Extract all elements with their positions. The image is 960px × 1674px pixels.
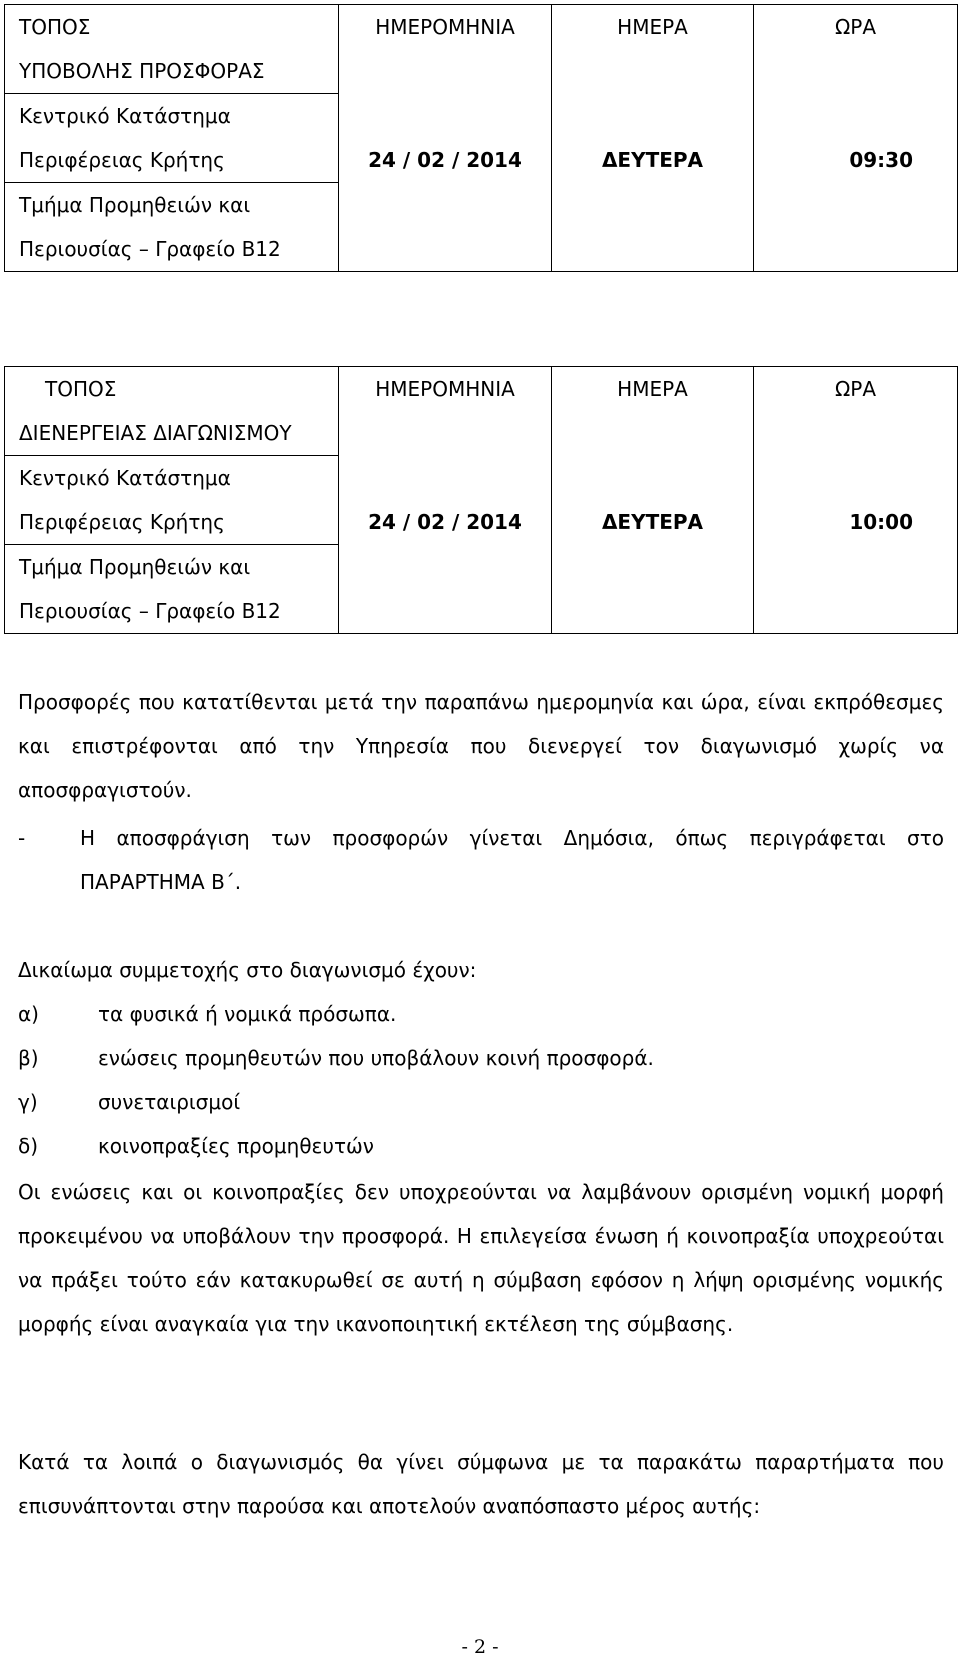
day-header: ΗΜΕΡΑ bbox=[552, 367, 754, 412]
submission-time: 09:30 bbox=[754, 49, 958, 272]
list-item-text: συνεταιρισμοί bbox=[98, 1090, 241, 1114]
place-header-line2: ΔΙΕΝΕΡΓΕΙΑΣ ΔΙΑΓΩΝΙΣΜΟΥ bbox=[5, 411, 339, 456]
day-header: ΗΜΕΡΑ bbox=[552, 5, 754, 50]
eligibility-title: Δικαίωμα συμμετοχής στο διαγωνισμό έχουν: bbox=[18, 958, 477, 982]
place-header bbox=[5, 367, 339, 412]
list-item bbox=[18, 1124, 374, 1168]
submission-date: 24 / 02 / 2014 bbox=[339, 49, 552, 272]
conduct-day: ΔΕΥΤΕΡΑ bbox=[552, 411, 754, 634]
date-header: ΗΜΕΡΟΜΗΝΙΑ bbox=[339, 5, 552, 50]
page-number: - 2 - bbox=[461, 1636, 499, 1658]
unsealing-bullet bbox=[18, 816, 944, 904]
conduct-date: 24 / 02 / 2014 bbox=[339, 411, 552, 634]
time-header: ΩΡΑ bbox=[754, 367, 958, 412]
list-item-text: τα φυσικά ή νομικά πρόσωπα. bbox=[98, 1002, 397, 1026]
conduct-schedule-table bbox=[4, 366, 958, 634]
date-header: ΗΜΕΡΟΜΗΝΙΑ bbox=[339, 367, 552, 412]
conduct-time: 10:00 bbox=[754, 411, 958, 634]
list-item-text: ενώσεις προμηθευτών που υποβάλουν κοινή προσφορά. bbox=[98, 1046, 654, 1070]
place-header-line1: ΤΟΠΟΣ bbox=[45, 377, 117, 401]
location-line: Περιφέρειας Κρήτης bbox=[5, 138, 339, 183]
bullet-dash: - bbox=[18, 826, 26, 850]
location-line: Κεντρικό Κατάστημα bbox=[5, 94, 339, 139]
list-item bbox=[18, 1036, 654, 1080]
place-header-line2: ΥΠΟΒΟΛΗΣ ΠΡΟΣΦΟΡΑΣ bbox=[5, 49, 339, 94]
location-line: Τμήμα Προμηθειών και bbox=[5, 545, 339, 590]
list-item-label: γ) bbox=[18, 1090, 38, 1114]
location-line: Περιουσίας – Γραφείο Β12 bbox=[5, 589, 339, 634]
submission-day: ΔΕΥΤΕΡΑ bbox=[552, 49, 754, 272]
list-item-label: δ) bbox=[18, 1134, 39, 1158]
place-header-line1: ΤΟΠΟΣ bbox=[19, 15, 91, 39]
submission-schedule-table bbox=[4, 4, 958, 272]
late-offers-paragraph: Προσφορές που κατατίθενται μετά την παραπάνω ημερομηνία και ώρα, είναι εκπρόθεσμες και επιστρέφονται από την Υπηρεσία που διενεργεί τον διαγωνισμό χωρίς να αποσφραγιστούν. bbox=[18, 690, 944, 802]
list-item bbox=[18, 992, 396, 1036]
list-item-label: α) bbox=[18, 1002, 39, 1026]
location-line: Περιουσίας – Γραφείο Β12 bbox=[5, 227, 339, 272]
time-header: ΩΡΑ bbox=[754, 5, 958, 50]
location-line: Κεντρικό Κατάστημα bbox=[5, 456, 339, 501]
list-item-text: κοινοπραξίες προμηθευτών bbox=[98, 1134, 374, 1158]
unsealing-text: Η αποσφράγιση των προσφορών γίνεται Δημόσια, όπως περιγράφεται στο ΠΑΡΑΡΤΗΜΑ Β΄. bbox=[80, 826, 944, 894]
place-header bbox=[5, 5, 339, 50]
list-item bbox=[18, 1080, 240, 1124]
annexes-paragraph: Κατά τα λοιπά ο διαγωνισμός θα γίνει σύμφωνα με τα παρακάτω παραρτήματα που επισυνάπτονται στην παρούσα και αποτελούν αναπόσπαστο μέρος αυτής: bbox=[18, 1450, 944, 1518]
location-line: Τμήμα Προμηθειών και bbox=[5, 183, 339, 228]
list-item-label: β) bbox=[18, 1046, 39, 1070]
location-line: Περιφέρειας Κρήτης bbox=[5, 500, 339, 545]
unions-paragraph: Οι ενώσεις και οι κοινοπραξίες δεν υποχρεούνται να λαμβάνουν ορισμένη νομική μορφή προκειμένου να υποβάλουν την προσφορά. Η επιλεγείσα ένωση ή κοινοπραξία υποχρεούται να πράξει τούτο εάν κατακυρωθεί σε αυτή η σύμβαση εφόσον η λήψη ορισμένης νομικής μορφής είναι αναγκαία για την ικανοποιητική εκτέλεση της σύμβασης. bbox=[18, 1180, 944, 1336]
